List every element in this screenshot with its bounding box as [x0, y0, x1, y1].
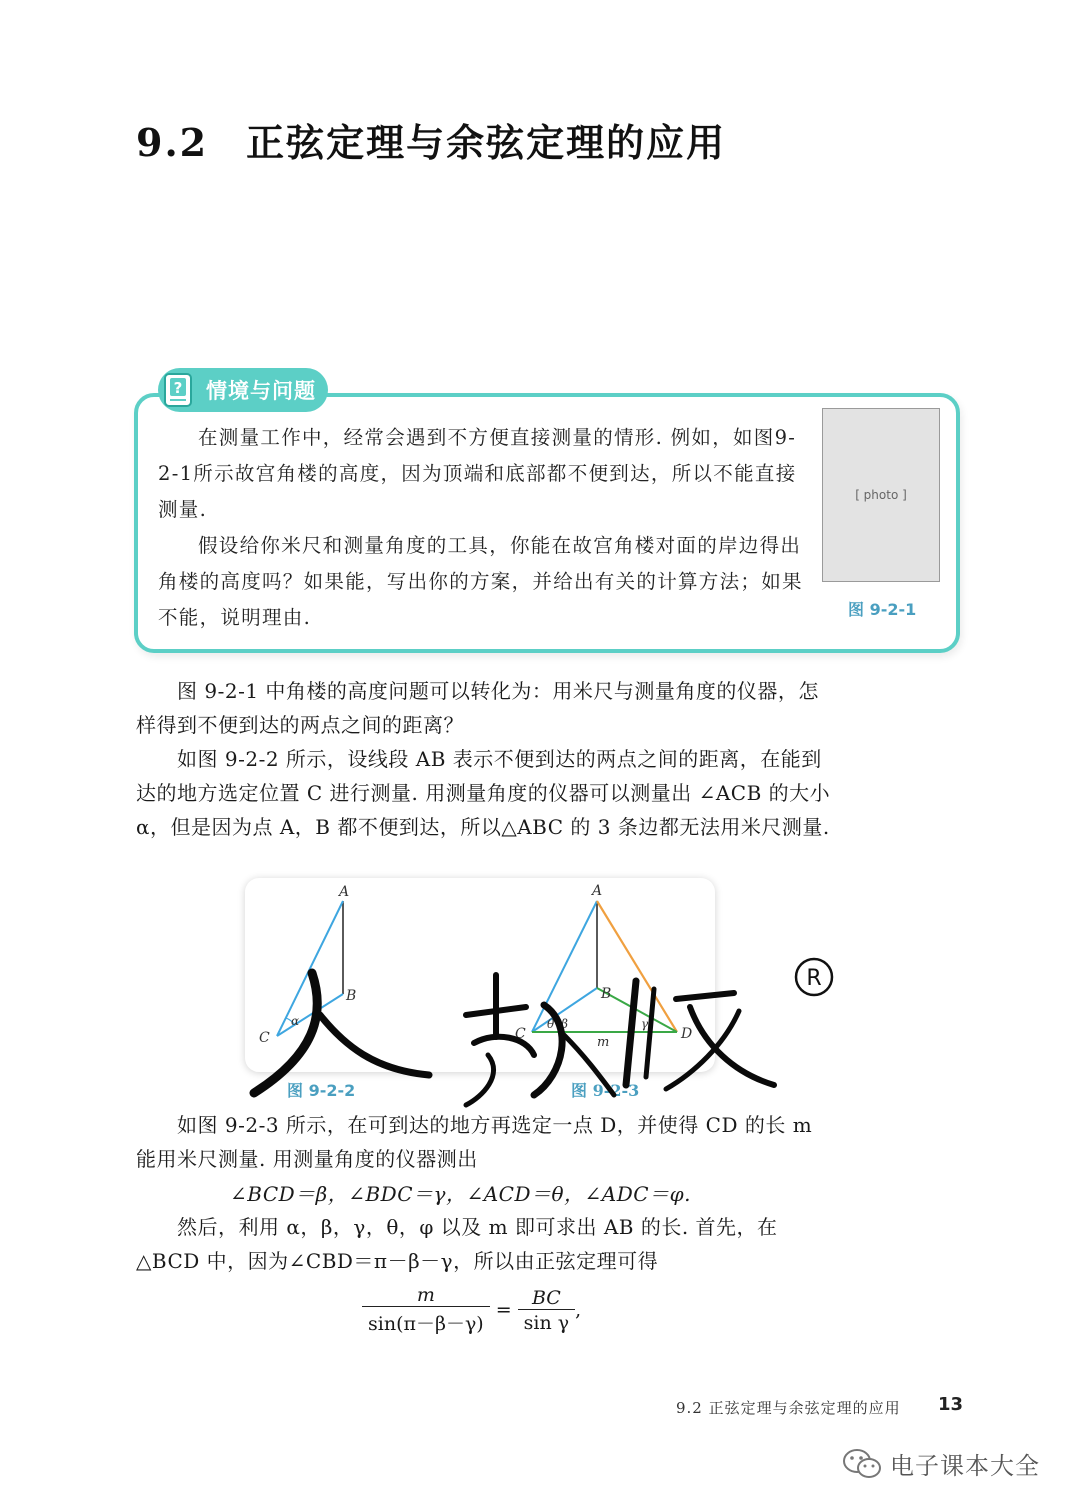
section-title: [136, 112, 726, 167]
section-number: 9.2: [136, 120, 209, 165]
situation-paragraph-2: 假设给你米尺和测量角度的工具，你能在故宫角楼对面的岸边得出角楼的高度吗？如果能，写出你的方案，并给出有关的计算方法；如果不能，说明理由.: [158, 534, 803, 629]
fraction-right: [518, 1287, 575, 1334]
label-gamma: γ: [641, 1017, 649, 1031]
equation-comma: ,: [575, 1299, 582, 1321]
svg-text:R: R: [806, 966, 822, 991]
publisher-watermark: [234, 945, 794, 1115]
photo-caption: 图 9-2-1: [848, 600, 917, 619]
label-D: D: [681, 1026, 693, 1042]
wechat-icon: [842, 1447, 882, 1481]
situation-tab: [158, 368, 328, 412]
body-section-2: [136, 1108, 836, 1176]
fraction-right-numerator: BC: [531, 1286, 561, 1309]
label-A: A: [339, 884, 350, 900]
label-B-2: B: [601, 986, 612, 1002]
section-title-text: 正弦定理与余弦定理的应用: [246, 120, 727, 165]
fraction-left: [362, 1284, 490, 1336]
question-book-icon: [162, 370, 198, 410]
figure-2-caption: 图 9-2-2: [287, 1081, 356, 1100]
situation-paragraph-1: 在测量工作中，经常会遇到不方便直接测量的情形. 例如，如图9-2-1所示故宫角楼的高度，因为顶端和底部都不便到达，所以不能直接测量.: [158, 426, 797, 521]
body-paragraph-1: 图 9-2-1 中角楼的高度问题可以转化为：用米尺与测量角度的仪器，怎样得到不便到达的两点之间的距离？: [136, 679, 819, 737]
equals-sign: =: [495, 1299, 512, 1321]
body-paragraph-2: 如图 9-2-2 所示，设线段 AB 表示不便到达的两点之间的距离，在能到达的地方选定位置 C 进行测量. 用测量角度的仪器可以测量出 ∠ACB 的大小α，但是因为点 A，B 都不便到达，所以△ABC 的 3 条边都无法用米尺测量.: [136, 747, 831, 839]
fraction-left-numerator: m: [416, 1284, 435, 1306]
registered-mark-icon: [792, 955, 836, 999]
corner-tower-photo: [ photo ]: [822, 408, 940, 582]
label-A-2: A: [592, 883, 603, 899]
label-C: C: [259, 1030, 270, 1046]
wechat-source: [842, 1446, 1040, 1481]
label-C-2: C: [515, 1026, 526, 1042]
body-paragraph-3: 如图 9-2-3 所示，在可到达的地方再选定一点 D，并使得 CD 的长 m 能用米尺测量. 用测量角度的仪器测出: [136, 1113, 813, 1171]
label-theta: θ: [547, 1017, 555, 1031]
fraction-right-denominator: sin γ: [518, 1309, 575, 1334]
situation-tab-label: 情境与问题: [206, 379, 316, 403]
label-B: B: [346, 988, 357, 1004]
page-number: 13: [938, 1394, 964, 1415]
svg-text:?: ?: [173, 379, 183, 397]
situation-text: [158, 420, 808, 636]
fraction-left-denominator: sin(π－β－γ): [362, 1306, 490, 1336]
figure-3-caption: 图 9-2-3: [571, 1081, 640, 1100]
body-paragraph-4: 然后，利用 α，β，γ，θ，φ 以及 m 即可求出 AB 的长. 首先，在△BCD 中，因为∠CBD＝π－β－γ，所以由正弦定理可得: [136, 1215, 778, 1273]
label-m: m: [597, 1035, 610, 1050]
wechat-account-name: 电子课本大全: [890, 1452, 1040, 1480]
body-section-1: [136, 674, 836, 844]
body-section-3: [136, 1210, 836, 1278]
label-alpha: α: [291, 1014, 300, 1028]
footer-chapter-title: 9.2 正弦定理与余弦定理的应用: [676, 1399, 901, 1417]
sine-law-equation: [362, 1284, 581, 1336]
angle-formula: ∠BCD＝β，∠BDC＝γ，∠ACD＝θ，∠ADC＝φ.: [230, 1182, 691, 1206]
label-beta: β: [561, 1017, 568, 1031]
